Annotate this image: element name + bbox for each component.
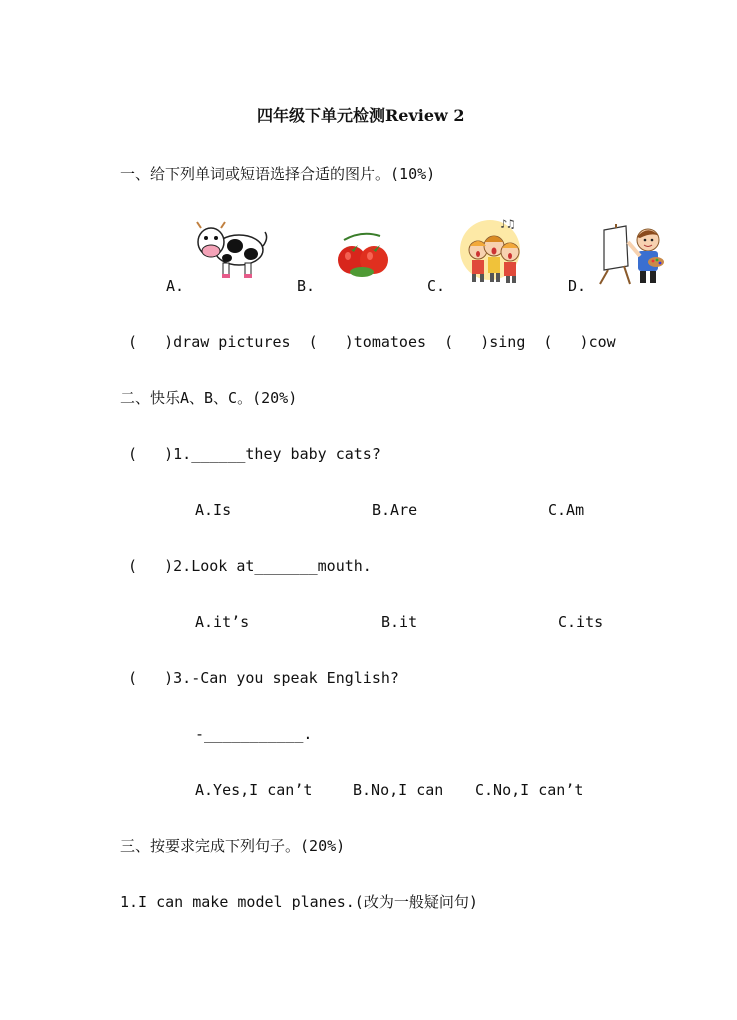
question-1-option-c: C.Am (548, 501, 585, 519)
picture-label-c: C. (427, 277, 446, 295)
question-1-stem: ( )1.______they baby cats? (128, 445, 381, 463)
picture-label-b: B. (297, 277, 316, 295)
picture-label-d: D. (568, 277, 587, 295)
question-3-option-a: A.Yes,I can’t (195, 781, 313, 799)
question-1-option-a: A.Is (195, 501, 232, 519)
section1-answer-line: ( )draw pictures ( )tomatoes ( )sing ( )cow (128, 333, 616, 351)
question-3-option-b: B.No,I can (353, 781, 444, 799)
question-3-option-c: C.No,I can’t (475, 781, 584, 799)
question-1-option-b: B.Are (372, 501, 418, 519)
section1-heading: 一、给下列单词或短语选择合适的图片。(10%) (120, 165, 436, 183)
section3-item-1: 1.I can make model planes.(改为一般疑问句) (120, 893, 478, 911)
picture-label-a: A. (166, 277, 185, 295)
page-title: 四年级下单元检测Review 2 (257, 106, 465, 125)
question-2-option-c: C.its (558, 613, 604, 631)
cow-icon (193, 220, 269, 282)
section2-heading: 二、快乐A、B、C。(20%) (120, 389, 298, 407)
svg-text:♪♫: ♪♫ (500, 217, 515, 231)
boy-painting-icon (596, 222, 666, 286)
singing-children-icon (456, 216, 532, 286)
question-3-stem: ( )3.-Can you speak English? (128, 669, 399, 687)
question-2-option-b: B.it (381, 613, 418, 631)
question-3-answer-blank: -___________. (195, 725, 313, 743)
question-2-stem: ( )2.Look at_______mouth. (128, 557, 372, 575)
section3-heading: 三、按要求完成下列句子。(20%) (120, 837, 346, 855)
question-2-option-a: A.it’s (195, 613, 250, 631)
tomatoes-icon (332, 228, 392, 278)
